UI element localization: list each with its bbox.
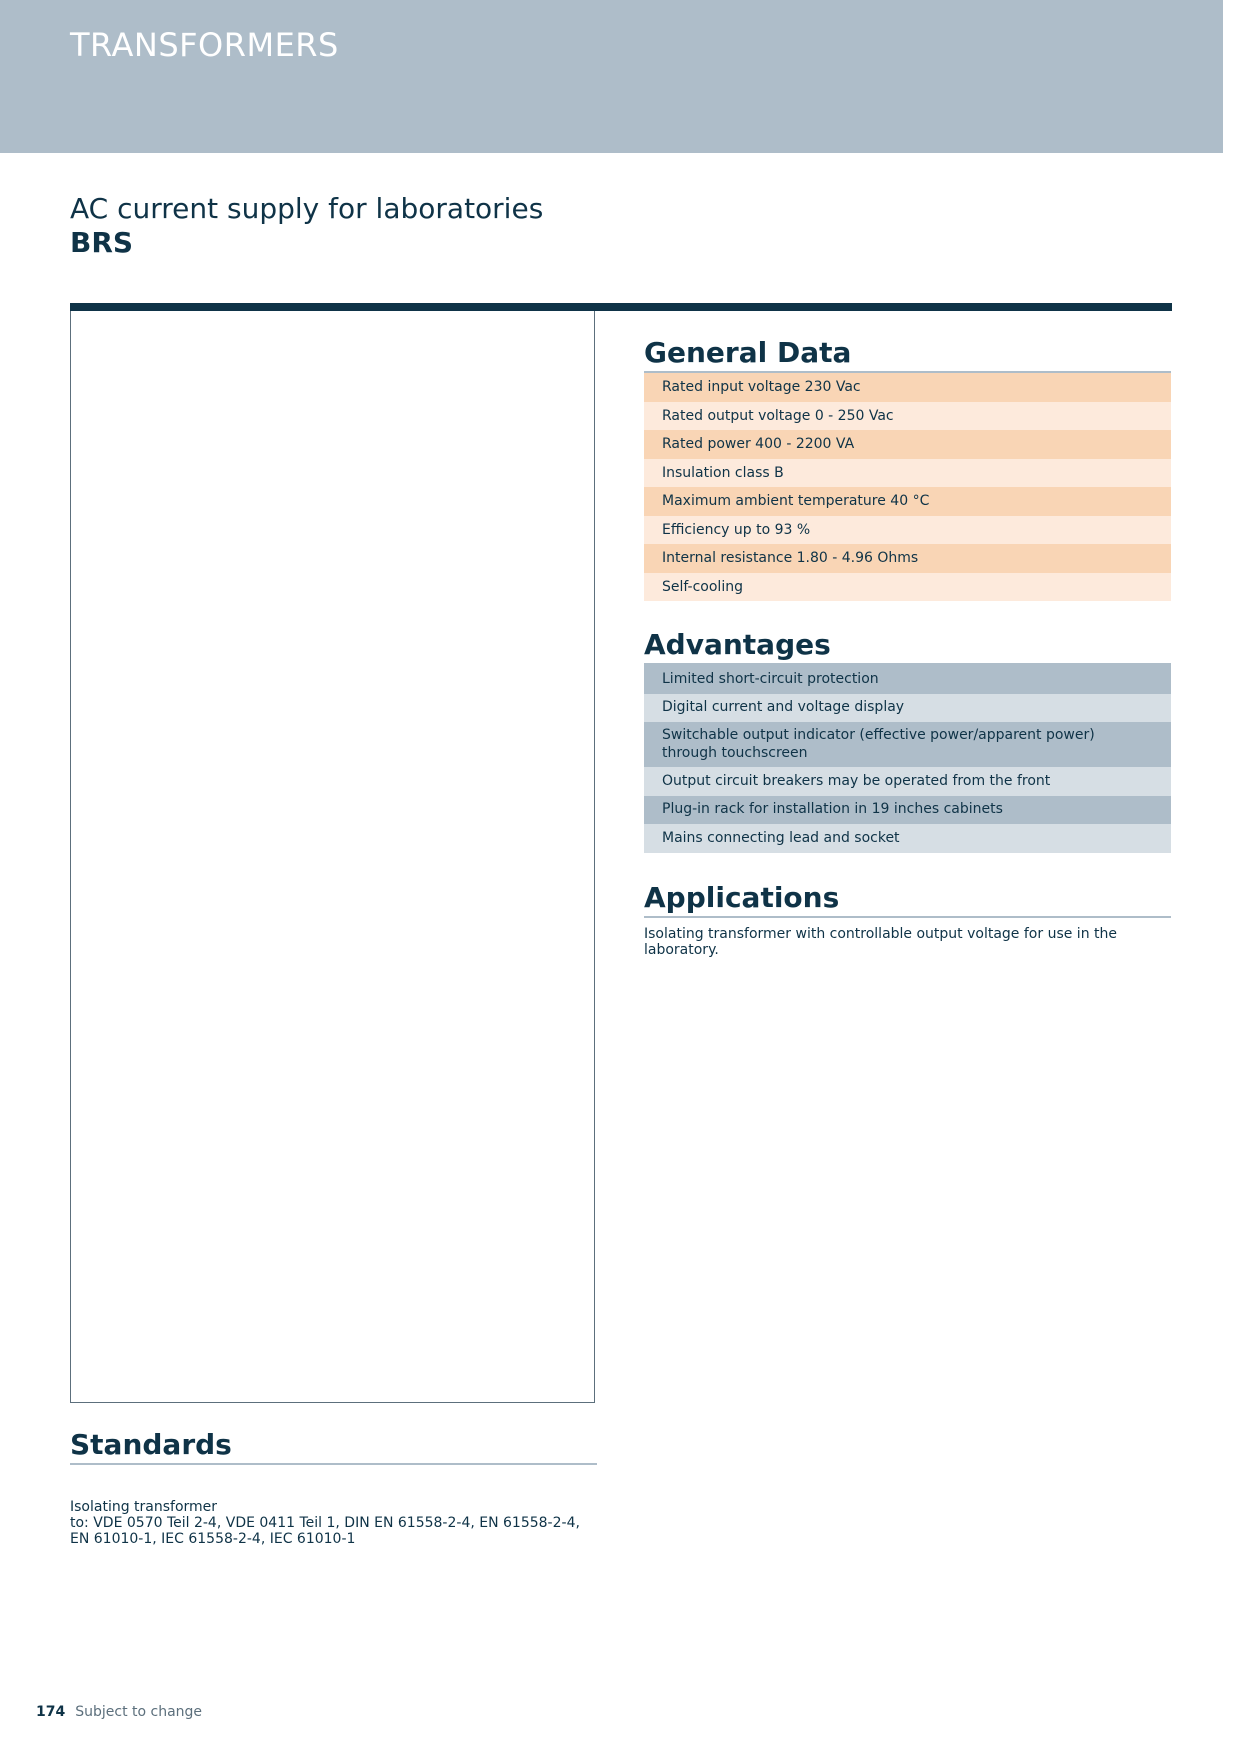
general-data-item: Self-cooling — [644, 573, 1171, 602]
advantage-item: Plug-in rack for installation in 19 inches cabinets — [644, 796, 1171, 825]
general-data-item: Rated input voltage 230 Vac — [644, 373, 1171, 402]
applications-heading: Applications — [644, 881, 1171, 918]
standards-heading: Standards — [70, 1428, 597, 1465]
general-data-list — [644, 373, 1171, 601]
advantage-item: Switchable output indicator (effective power/apparent power) through touchscreen — [644, 722, 1171, 767]
product-title: AC current supply for laboratories — [70, 192, 544, 225]
advantage-item: Limited short-circuit protection — [644, 665, 1171, 694]
general-data-item: Rated output voltage 0 - 250 Vac — [644, 402, 1171, 431]
product-image-placeholder — [70, 311, 595, 1403]
standards-line: to: VDE 0570 Teil 2-4, VDE 0411 Teil 1, DIN EN 61558-2-4, EN 61558-2-4, — [70, 1515, 580, 1531]
applications-text: Isolating transformer with controllable output voltage for use in the laboratory. — [644, 926, 1117, 958]
standards-section — [70, 1428, 597, 1547]
category-title: TRANSFORMERS — [70, 26, 339, 64]
general-data-heading: General Data — [644, 336, 1171, 373]
advantage-item: Mains connecting lead and socket — [644, 824, 1171, 853]
advantage-item: Output circuit breakers may be operated from the front — [644, 767, 1171, 796]
general-data-item: Efficiency up to 93 % — [644, 516, 1171, 545]
header-band — [0, 0, 1223, 153]
applications-section — [644, 881, 1171, 958]
general-data-item: Insulation class B — [644, 459, 1171, 488]
page-number: 174 — [36, 1704, 66, 1720]
general-data-section — [644, 336, 1171, 601]
general-data-item: Internal resistance 1.80 - 4.96 Ohms — [644, 544, 1171, 573]
standards-line: Isolating transformer — [70, 1499, 218, 1515]
general-data-item: Maximum ambient temperature 40 °C — [644, 487, 1171, 516]
section-divider — [70, 303, 1172, 311]
advantage-item: Digital current and voltage display — [644, 694, 1171, 723]
footer-note: Subject to change — [75, 1704, 203, 1720]
standards-line: EN 61010-1, IEC 61558-2-4, IEC 61010-1 — [70, 1531, 356, 1547]
page-footer — [36, 1704, 202, 1720]
advantages-section — [644, 628, 1171, 853]
general-data-item: Rated power 400 - 2200 VA — [644, 430, 1171, 459]
standards-text — [70, 1499, 597, 1547]
advantages-list — [644, 665, 1171, 853]
advantages-heading: Advantages — [644, 628, 1171, 665]
product-code: BRS — [70, 226, 134, 259]
